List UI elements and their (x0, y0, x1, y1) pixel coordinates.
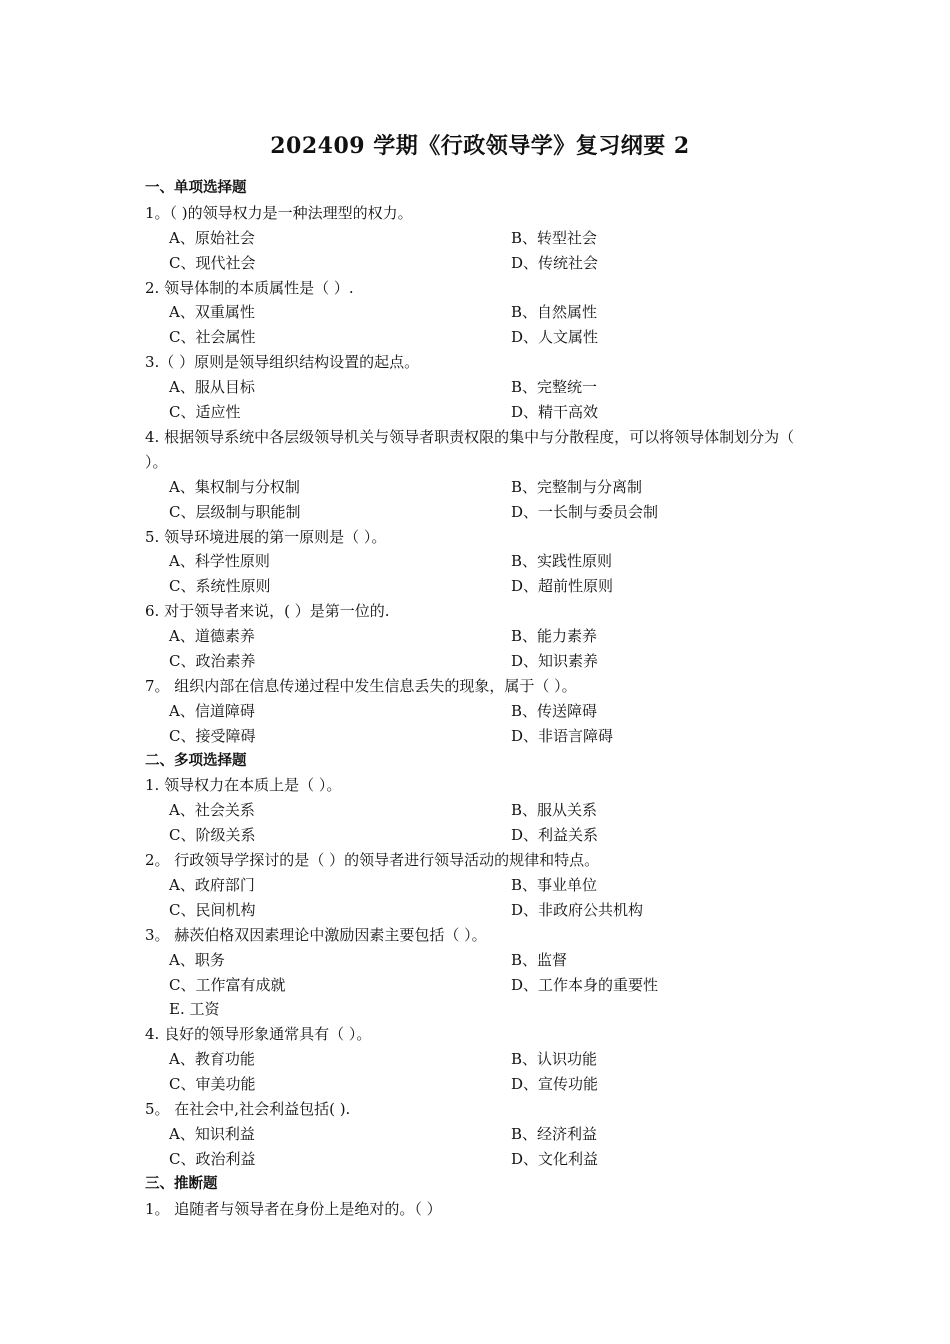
option: C、适应性 (169, 403, 241, 422)
option: C、政治利益 (169, 1149, 256, 1168)
question-text: 7。 组织内部在信息传递过程中发生信息丢失的现象，属于（ ）。 (145, 676, 577, 695)
option: A、原始社会 (169, 228, 255, 247)
option: C、层级制与职能制 (169, 502, 301, 521)
question-text: 4. 根据领导系统中各层级领导机关与领导者职责权限的集中与分散程度，可以将领导体制划分为（ ）。 (145, 427, 795, 471)
option-row (145, 873, 825, 898)
option-row (145, 649, 825, 674)
option-row (145, 823, 825, 848)
option: D、一长制与委员会制 (511, 502, 659, 521)
section-heading: 二、多项选择题 (145, 752, 247, 769)
option: D、文化利益 (511, 1149, 599, 1168)
option: A、双重属性 (169, 303, 255, 322)
option-row (145, 798, 825, 823)
option: A、服从目标 (169, 378, 255, 397)
option-row (145, 948, 825, 973)
option: B、完整制与分离制 (511, 477, 643, 496)
option: C、民间机构 (169, 900, 256, 919)
option-row (145, 500, 825, 525)
option: C、系统性原则 (169, 577, 271, 596)
option: A、社会关系 (169, 801, 255, 820)
option: C、阶级关系 (169, 826, 256, 845)
question-text: 1. 领导权力在本质上是（ ）。 (145, 776, 342, 795)
question-text: 6. 对于领导者来说，( ）是第一位的. (145, 602, 390, 621)
question-text: 5. 领导环境进展的第一原则是（ ）。 (145, 527, 387, 546)
option: B、传送障碍 (511, 701, 598, 720)
option: D、超前性原则 (511, 577, 614, 596)
option: A、信道障碍 (169, 701, 255, 720)
option: D、传统社会 (511, 253, 599, 272)
option: B、服从关系 (511, 801, 598, 820)
option: A、道德素养 (169, 627, 255, 646)
option: B、实践性原则 (511, 552, 613, 571)
option-row (145, 325, 825, 350)
option: B、完整统一 (511, 378, 598, 397)
document-title: 202409 学期《行政领导学》复习纲要 2 (270, 133, 690, 159)
option: B、事业单位 (511, 875, 598, 894)
option-row (145, 375, 825, 400)
option: B、能力素养 (511, 627, 598, 646)
option: B、经济利益 (511, 1124, 598, 1143)
section-heading: 三、推断题 (145, 1175, 218, 1192)
option: C、现代社会 (169, 253, 256, 272)
option: C、接受障碍 (169, 726, 256, 745)
option-row (145, 973, 825, 998)
option-row (145, 574, 825, 599)
option: D、宣传功能 (511, 1075, 599, 1094)
option: E. 工资 (169, 1000, 220, 1019)
option-row (145, 251, 825, 276)
option: B、监督 (511, 950, 568, 969)
option: A、科学性原则 (169, 552, 270, 571)
option-row (145, 549, 825, 574)
option-row (145, 1072, 825, 1097)
option-row (145, 226, 825, 251)
option: D、人文属性 (511, 328, 599, 347)
option: B、转型社会 (511, 228, 598, 247)
option: A、知识利益 (169, 1124, 255, 1143)
option-row (145, 1047, 825, 1072)
question-text: 5。 在社会中,社会利益包括( ). (145, 1099, 351, 1118)
option: D、利益关系 (511, 826, 599, 845)
option: C、审美功能 (169, 1075, 256, 1094)
question-text: 2。 行政领导学探讨的是（ ）的领导者进行领导活动的规律和特点。 (145, 851, 600, 870)
question-text: 1。 追随者与领导者在身份上是绝对的。（ ） (145, 1199, 442, 1218)
option: A、集权制与分权制 (169, 477, 300, 496)
option: C、社会属性 (169, 328, 256, 347)
option: C、工作富有成就 (169, 975, 286, 994)
option: B、认识功能 (511, 1050, 598, 1069)
question-text: 1。（ )的领导权力是一种法理型的权力。 (145, 203, 413, 222)
option-row (145, 997, 825, 1022)
option-row (145, 724, 825, 749)
question-text: 3.（ ）原则是领导组织结构设置的起点。 (145, 353, 420, 372)
document-page (145, 128, 825, 1221)
question-text: 2. 领导体制的本质属性是（ ）. (145, 278, 354, 297)
option: A、政府部门 (169, 875, 255, 894)
option: D、非政府公共机构 (511, 900, 644, 919)
option-row (145, 400, 825, 425)
option: D、工作本身的重要性 (511, 975, 659, 994)
option-row (145, 1122, 825, 1147)
question-text: 3。 赫茨伯格双因素理论中激励因素主要包括（ ）。 (145, 925, 487, 944)
option-row (145, 475, 825, 500)
section-heading: 一、单项选择题 (145, 180, 247, 196)
option-row (145, 699, 825, 724)
question-text: 4. 良好的领导形象通常具有（ ）。 (145, 1025, 372, 1044)
option-row (145, 624, 825, 649)
option: D、知识素养 (511, 651, 599, 670)
option-row (145, 898, 825, 923)
option: D、精干高效 (511, 403, 599, 422)
option: C、政治素养 (169, 651, 256, 670)
option: D、非语言障碍 (511, 726, 614, 745)
option-row (145, 1147, 825, 1172)
option: A、教育功能 (169, 1050, 255, 1069)
option: A、职务 (169, 950, 225, 969)
option: B、自然属性 (511, 303, 598, 322)
option-row (145, 300, 825, 325)
